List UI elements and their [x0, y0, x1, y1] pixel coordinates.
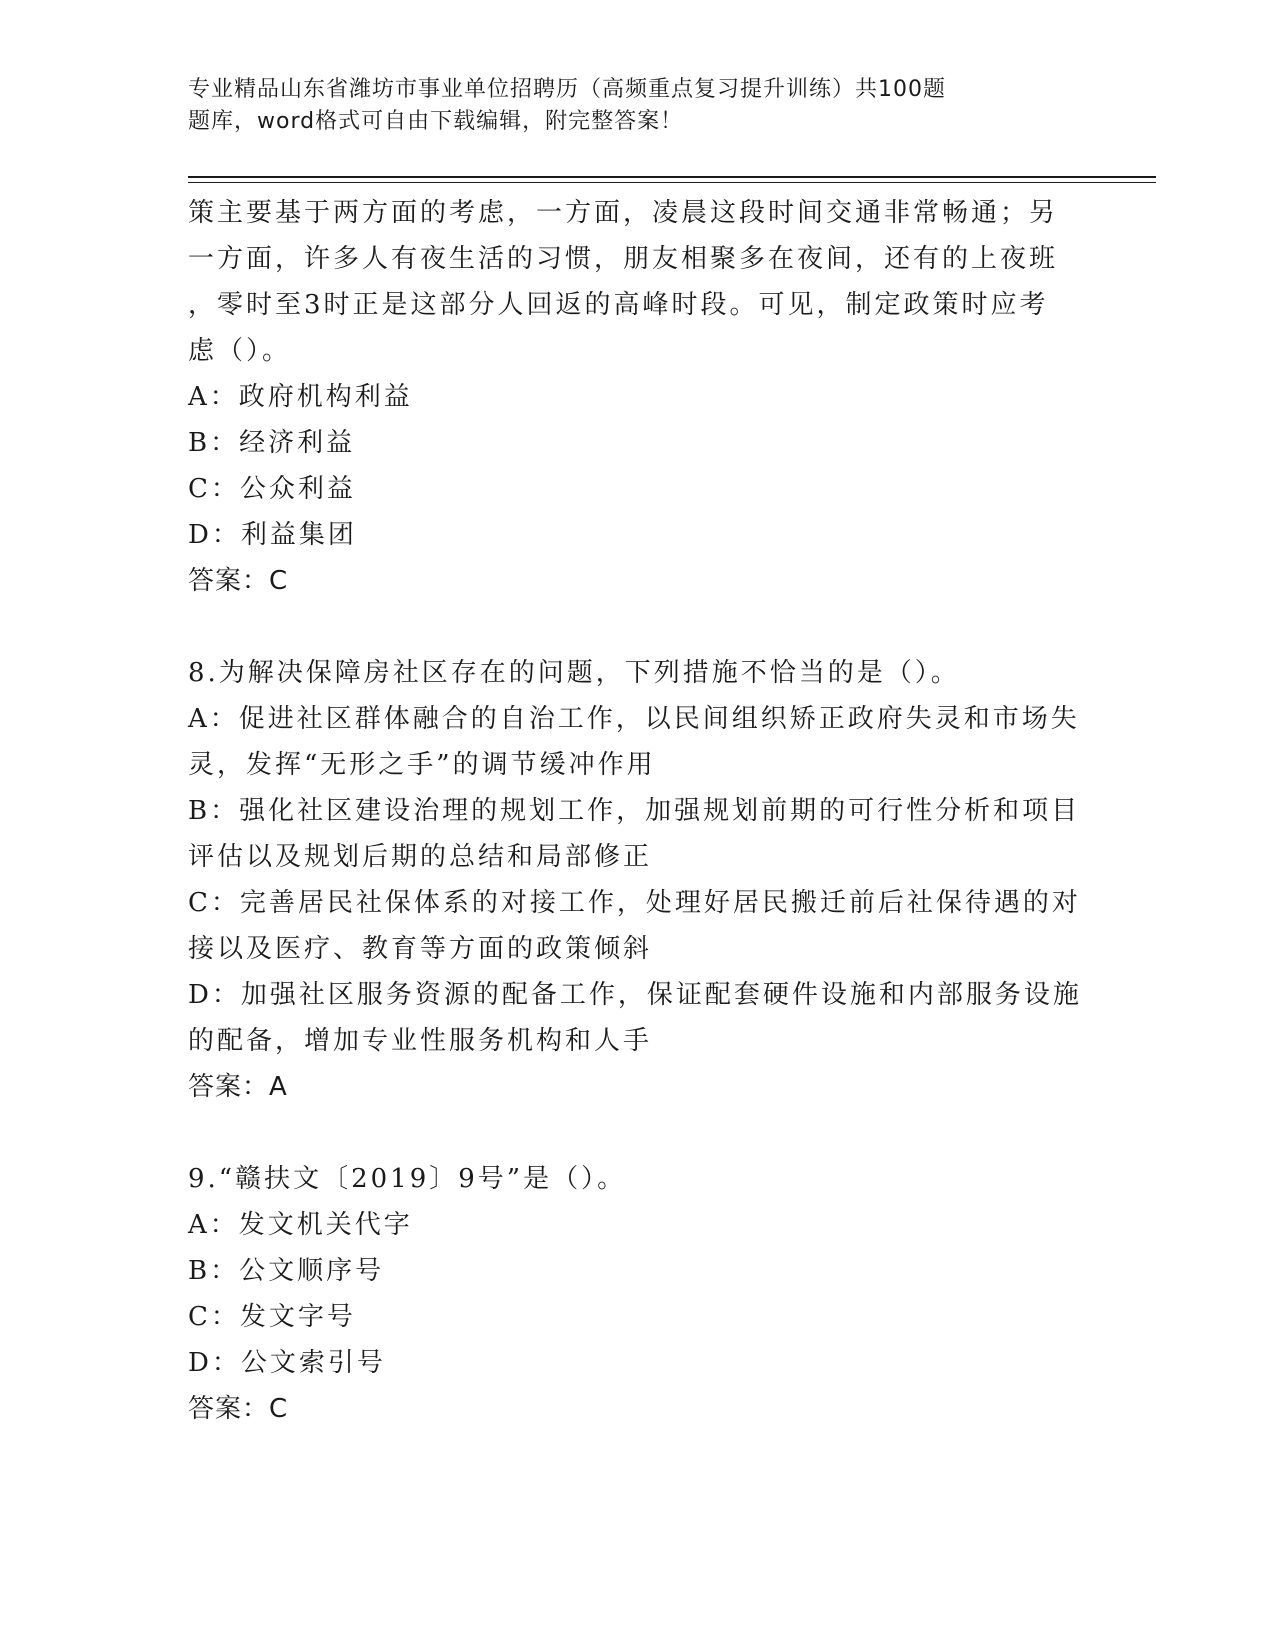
- question-8: [188, 650, 1088, 1110]
- option-c: C：发文字号: [188, 1302, 356, 1332]
- option-c-line-1: C：完善居民社保体系的对接工作，处理好居民搬迁前后社保待遇的对: [188, 888, 1081, 918]
- option-c-line-2: 接以及医疗、教育等方面的政策倾斜: [188, 934, 653, 964]
- option-b-line-2: 评估以及规划后期的总结和局部修正: [188, 842, 653, 872]
- answer: 答案：C: [188, 566, 289, 596]
- document-body: [188, 190, 1088, 1432]
- question-stem-line: 策主要基于两方面的考虑，一方面，凌晨这段时间交通非常畅通；另: [188, 198, 1059, 228]
- option-d-line-2: 的配备，增加专业性服务机构和人手: [188, 1026, 653, 1056]
- header-title-line-2: 题库，word格式可自由下载编辑，附完整答案！: [188, 109, 684, 134]
- question-spacer: [188, 1110, 1088, 1156]
- option-a-line-2: 灵，发挥“无形之手”的调节缓冲作用: [188, 750, 656, 780]
- question-stem-line: ，零时至3时正是这部分人回返的高峰时段。可见，制定政策时应考: [188, 290, 1049, 320]
- option-a: A：政府机构利益: [188, 382, 413, 412]
- header-divider-thick: [188, 176, 1156, 178]
- header-divider-thin: [188, 182, 1156, 183]
- answer: 答案：A: [188, 1072, 288, 1102]
- question-spacer: [188, 604, 1088, 650]
- answer: 答案：C: [188, 1394, 289, 1424]
- question-stem-line: 一方面，许多人有夜生活的习惯，朋友相聚多在夜间，还有的上夜班: [188, 244, 1059, 274]
- question-7: [188, 190, 1088, 604]
- option-d-line-1: D：加强社区服务资源的配备工作，保证配套硬件设施和内部服务设施: [188, 980, 1082, 1010]
- header-title-line-1: 专业精品山东省潍坊市事业单位招聘历（高频重点复习提升训练）共100题: [188, 77, 946, 102]
- option-a-line-1: A：促进社区群体融合的自治工作，以民间组织矫正政府失灵和市场失: [188, 704, 1080, 734]
- page-header: [188, 74, 1048, 138]
- question-9: [188, 1156, 1088, 1432]
- option-b: B：经济利益: [188, 428, 356, 458]
- option-b: B：公文顺序号: [188, 1256, 385, 1286]
- option-c: C：公众利益: [188, 474, 356, 504]
- option-b-line-1: B：强化社区建设治理的规划工作，加强规划前期的可行性分析和项目: [188, 796, 1081, 826]
- option-d: D：利益集团: [188, 520, 357, 550]
- question-stem: 8.为解决保障房社区存在的问题，下列措施不恰当的是（）。: [188, 658, 960, 688]
- question-stem: 9.“赣扶文〔2019〕9号”是（）。: [188, 1164, 627, 1194]
- question-stem-line: 虑（）。: [188, 336, 292, 366]
- option-a: A：发文机关代字: [188, 1210, 413, 1240]
- option-d: D：公文索引号: [188, 1348, 386, 1378]
